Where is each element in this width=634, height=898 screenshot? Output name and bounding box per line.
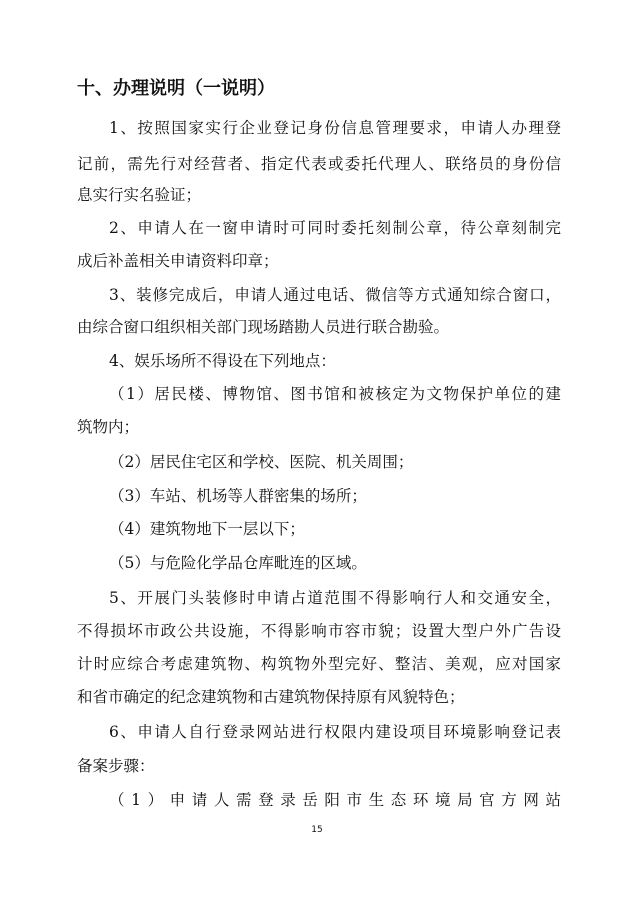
paragraph-line: 不得损坏市政公共设施，不得影响市容市貌；设置大型户外广告设 <box>77 622 561 640</box>
list-item: （2）居民住宅区和学校、医院、机关周围； <box>109 453 414 471</box>
paragraph-line: 4、娱乐场所不得设在下列地点： <box>109 352 336 370</box>
list-item: （1）居民楼、博物馆、图书馆和被核定为文物保护单位的建 <box>109 385 561 403</box>
list-item: （3）车站、机场等人群密集的场所； <box>109 487 367 505</box>
paragraph-line: 3、装修完成后，申请人通过电话、微信等方式通知综合窗口， <box>109 286 561 304</box>
page-number: 15 <box>311 825 323 835</box>
list-item: 筑物内； <box>77 418 140 436</box>
paragraph-line: 备案步骤： <box>77 757 155 775</box>
list-item: （1）申请人需登录岳阳市生态环境局官方网站 <box>109 791 561 809</box>
list-item: （5）与危险化学品仓库毗连的区域。 <box>109 554 367 572</box>
paragraph-line: 5、开展门头装修时申请占道范围不得影响行人和交通安全， <box>109 589 561 607</box>
list-item: （4）建筑物地下一层以下； <box>109 520 305 538</box>
paragraph-line: 6、申请人自行登录网站进行权限内建设项目环境影响登记表 <box>109 723 561 741</box>
paragraph-line: 和省市确定的纪念建筑物和古建筑物保持原有风貌特色； <box>77 688 465 706</box>
paragraph-line: 息实行实名验证； <box>77 186 202 204</box>
paragraph-line: 记前，需先行对经营者、指定代表或委托代理人、联络员的身份信 <box>77 155 561 173</box>
paragraph-line: 1、按照国家实行企业登记身份信息管理要求，申请人办理登 <box>109 119 561 137</box>
paragraph-line: 2、申请人在一窗申请时可同时委托刻制公章，待公章刻制完 <box>109 219 561 237</box>
section-heading: 十、办理说明（一说明） <box>77 78 275 99</box>
paragraph-line: 成后补盖相关申请资料印章； <box>77 252 279 270</box>
paragraph-line: 由综合窗口组织相关部门现场踏勘人员进行联合勘验。 <box>77 318 450 336</box>
paragraph-line: 计时应综合考虑建筑物、构筑物外型完好、整洁、美观，应对国家 <box>77 655 561 673</box>
